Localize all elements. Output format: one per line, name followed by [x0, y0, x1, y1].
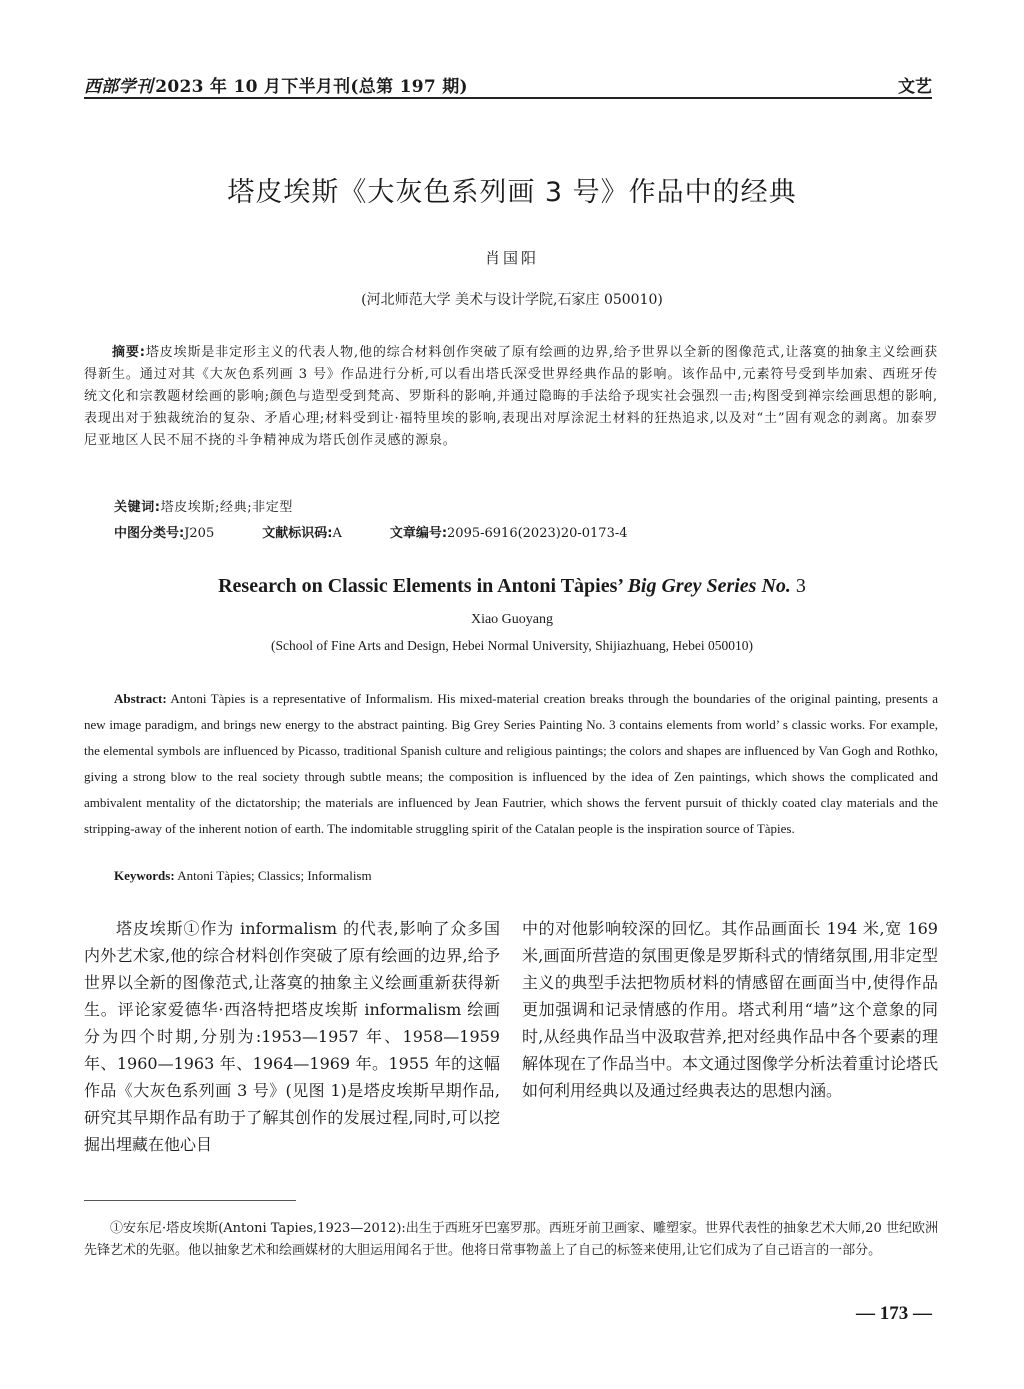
author-name: 肖国阳 [484, 249, 539, 267]
classification-line [114, 522, 934, 541]
author-affiliation-en: (School of Fine Arts and Design, Hebei Normal University, Shijiazhuang, Hebei 050010) [270, 638, 754, 653]
section-label: 文艺 [898, 77, 932, 97]
abstract-en [84, 686, 938, 842]
body-column-left: 塔皮埃斯①作为 informalism 的代表,影响了众多国内外艺术家,他的综合材料创作突破了原有绘画的边界,给予世界以全新的图像范式,让落寞的抽象主义绘画重新获得新生。评论家爱德华·西洛特把塔皮埃斯 informalism 绘画分为四个时期,分别为:1953—1957 年、1958—1959 年、1960—1963 年、1964—1969 年。1955 年的这幅作品《大灰色系列画 3 号》(见图 1)是塔皮埃斯早期作品,研究其早期作品有助于了解其创作的发展过程,同时,可以挖掘出埋藏在他心目 [84, 919, 500, 1154]
keywords-en-label: Keywords: [114, 868, 175, 883]
abstract-zh-label: 摘要: [112, 345, 146, 360]
keywords-zh [114, 496, 293, 515]
clc-label: 中图分类号: [114, 526, 185, 541]
header-rule [84, 97, 932, 99]
article-title-en [0, 575, 1024, 598]
footnote-rule [84, 1200, 296, 1201]
abstract-en-text: Antoni Tàpies is a representative of Informalism. His mixed-material creation breaks through the boundaries of the original painting, presents a new image paradigm, and brings new energy to the abstract painting. Big Grey Series Painting No. 3 contains elements from world’ s classic works. For example, the elemental symbols are influenced by Picasso, traditional Spanish culture and religious paintings; the colors and shapes are influenced by Van Gogh and Rothko, giving a strong blow to the real society through subtle means; the composition is influenced by the idea of Zen paintings, which shows the complicated and ambivalent mentality of the dictatorship; the materials are influenced by Jean Fautrier, which shows the fervent pursuit of thickly coated clay materials and the stripping-away of the inherent notion of earth. The indomitable struggling spirit of the Catalan people is the inspiration source of Tàpies. [84, 691, 938, 836]
keywords-zh-text: 塔皮埃斯;经典;非定型 [160, 500, 293, 515]
keywords-en [114, 868, 372, 884]
issue-info: 2023 年 10 月下半月刊(总第 197 期) [155, 77, 468, 97]
abstract-en-label: Abstract: [114, 691, 167, 706]
keywords-zh-label: 关键词: [114, 500, 161, 515]
article-number-label: 文章编号: [389, 526, 448, 541]
footnote: ①安东尼·塔皮埃斯(Antoni Tapies,1923—2012):出生于西班牙巴塞罗那。西班牙前卫画家、雕塑家。世界代表性的抽象艺术大师,20 世纪欧洲先锋艺术的先驱。他以抽象艺术和绘画媒材的大胆运用闻名于世。他将日常事物盖上了自己的标签来使用,让它们成为了自己语言的一部分。 [84, 1221, 938, 1258]
author-name-en: Xiao Guoyang [470, 612, 554, 627]
body-column-right: 中的对他影响较深的回忆。其作品画面长 194 米,宽 169 米,画面所营造的氛围更像是罗斯科式的情绪氛围,用非定型主义的典型手法把物质材料的情感留在画面当中,使得作品更加强调和记录情感的作用。塔式利用“墙”这个意象的同时,从经典作品当中汲取营养,把对经典作品中各个要素的理解体现在了作品当中。本文通过图像学分析法着重讨论塔氏如何利用经典以及通过经典表达的思想内涵。 [522, 919, 939, 1100]
page-number: — 173 — [856, 1303, 932, 1324]
abstract-zh [84, 342, 938, 452]
doc-code-label: 文献标识码: [262, 526, 333, 541]
journal-header [84, 72, 468, 97]
clc-code: J205 [184, 526, 215, 541]
doc-code: A [332, 526, 342, 541]
running-header [84, 68, 932, 97]
author-affiliation: (河北师范大学 美术与设计学院,石家庄 050010) [361, 292, 663, 308]
article-title: 塔皮埃斯《大灰色系列画 3 号》作品中的经典 [227, 177, 797, 208]
journal-logo: 西部学刊 [84, 77, 154, 97]
title-en-italic: Big Grey Series No. [627, 575, 791, 597]
abstract-zh-text: 塔皮埃斯是非定形主义的代表人物,他的综合材料创作突破了原有绘画的边界,给予世界以全新的图像范式,让落寞的抽象主义绘画获得新生。通过对其《大灰色系列画 3 号》作品进行分析,可以看出塔氏深受世界经典作品的影响。该作品中,元素符号受到毕加索、西班牙传统文化和宗教题材绘画的影响;颜色与造型受到梵高、罗斯科的影响,并通过隐晦的手法给予现实社会强烈一击;构图受到禅宗绘画思想的影响,表现出对于独裁统治的复杂、矛盾心理;材料受到让·福特里埃的影响,表现出对厚涂泥土材料的狂热追求,以及对“土”固有观念的剥离。加泰罗尼亚地区人民不屈不挠的斗争精神成为塔氏创作灵感的源泉。 [84, 345, 938, 448]
title-en-number: 3 [795, 575, 806, 597]
article-number: 2095-6916(2023)20-0173-4 [447, 526, 628, 541]
title-en-main: Research on Classic Elements in Antoni Tàpies’ [218, 575, 623, 597]
keywords-en-text: Antoni Tàpies; Classics; Informalism [177, 868, 372, 883]
